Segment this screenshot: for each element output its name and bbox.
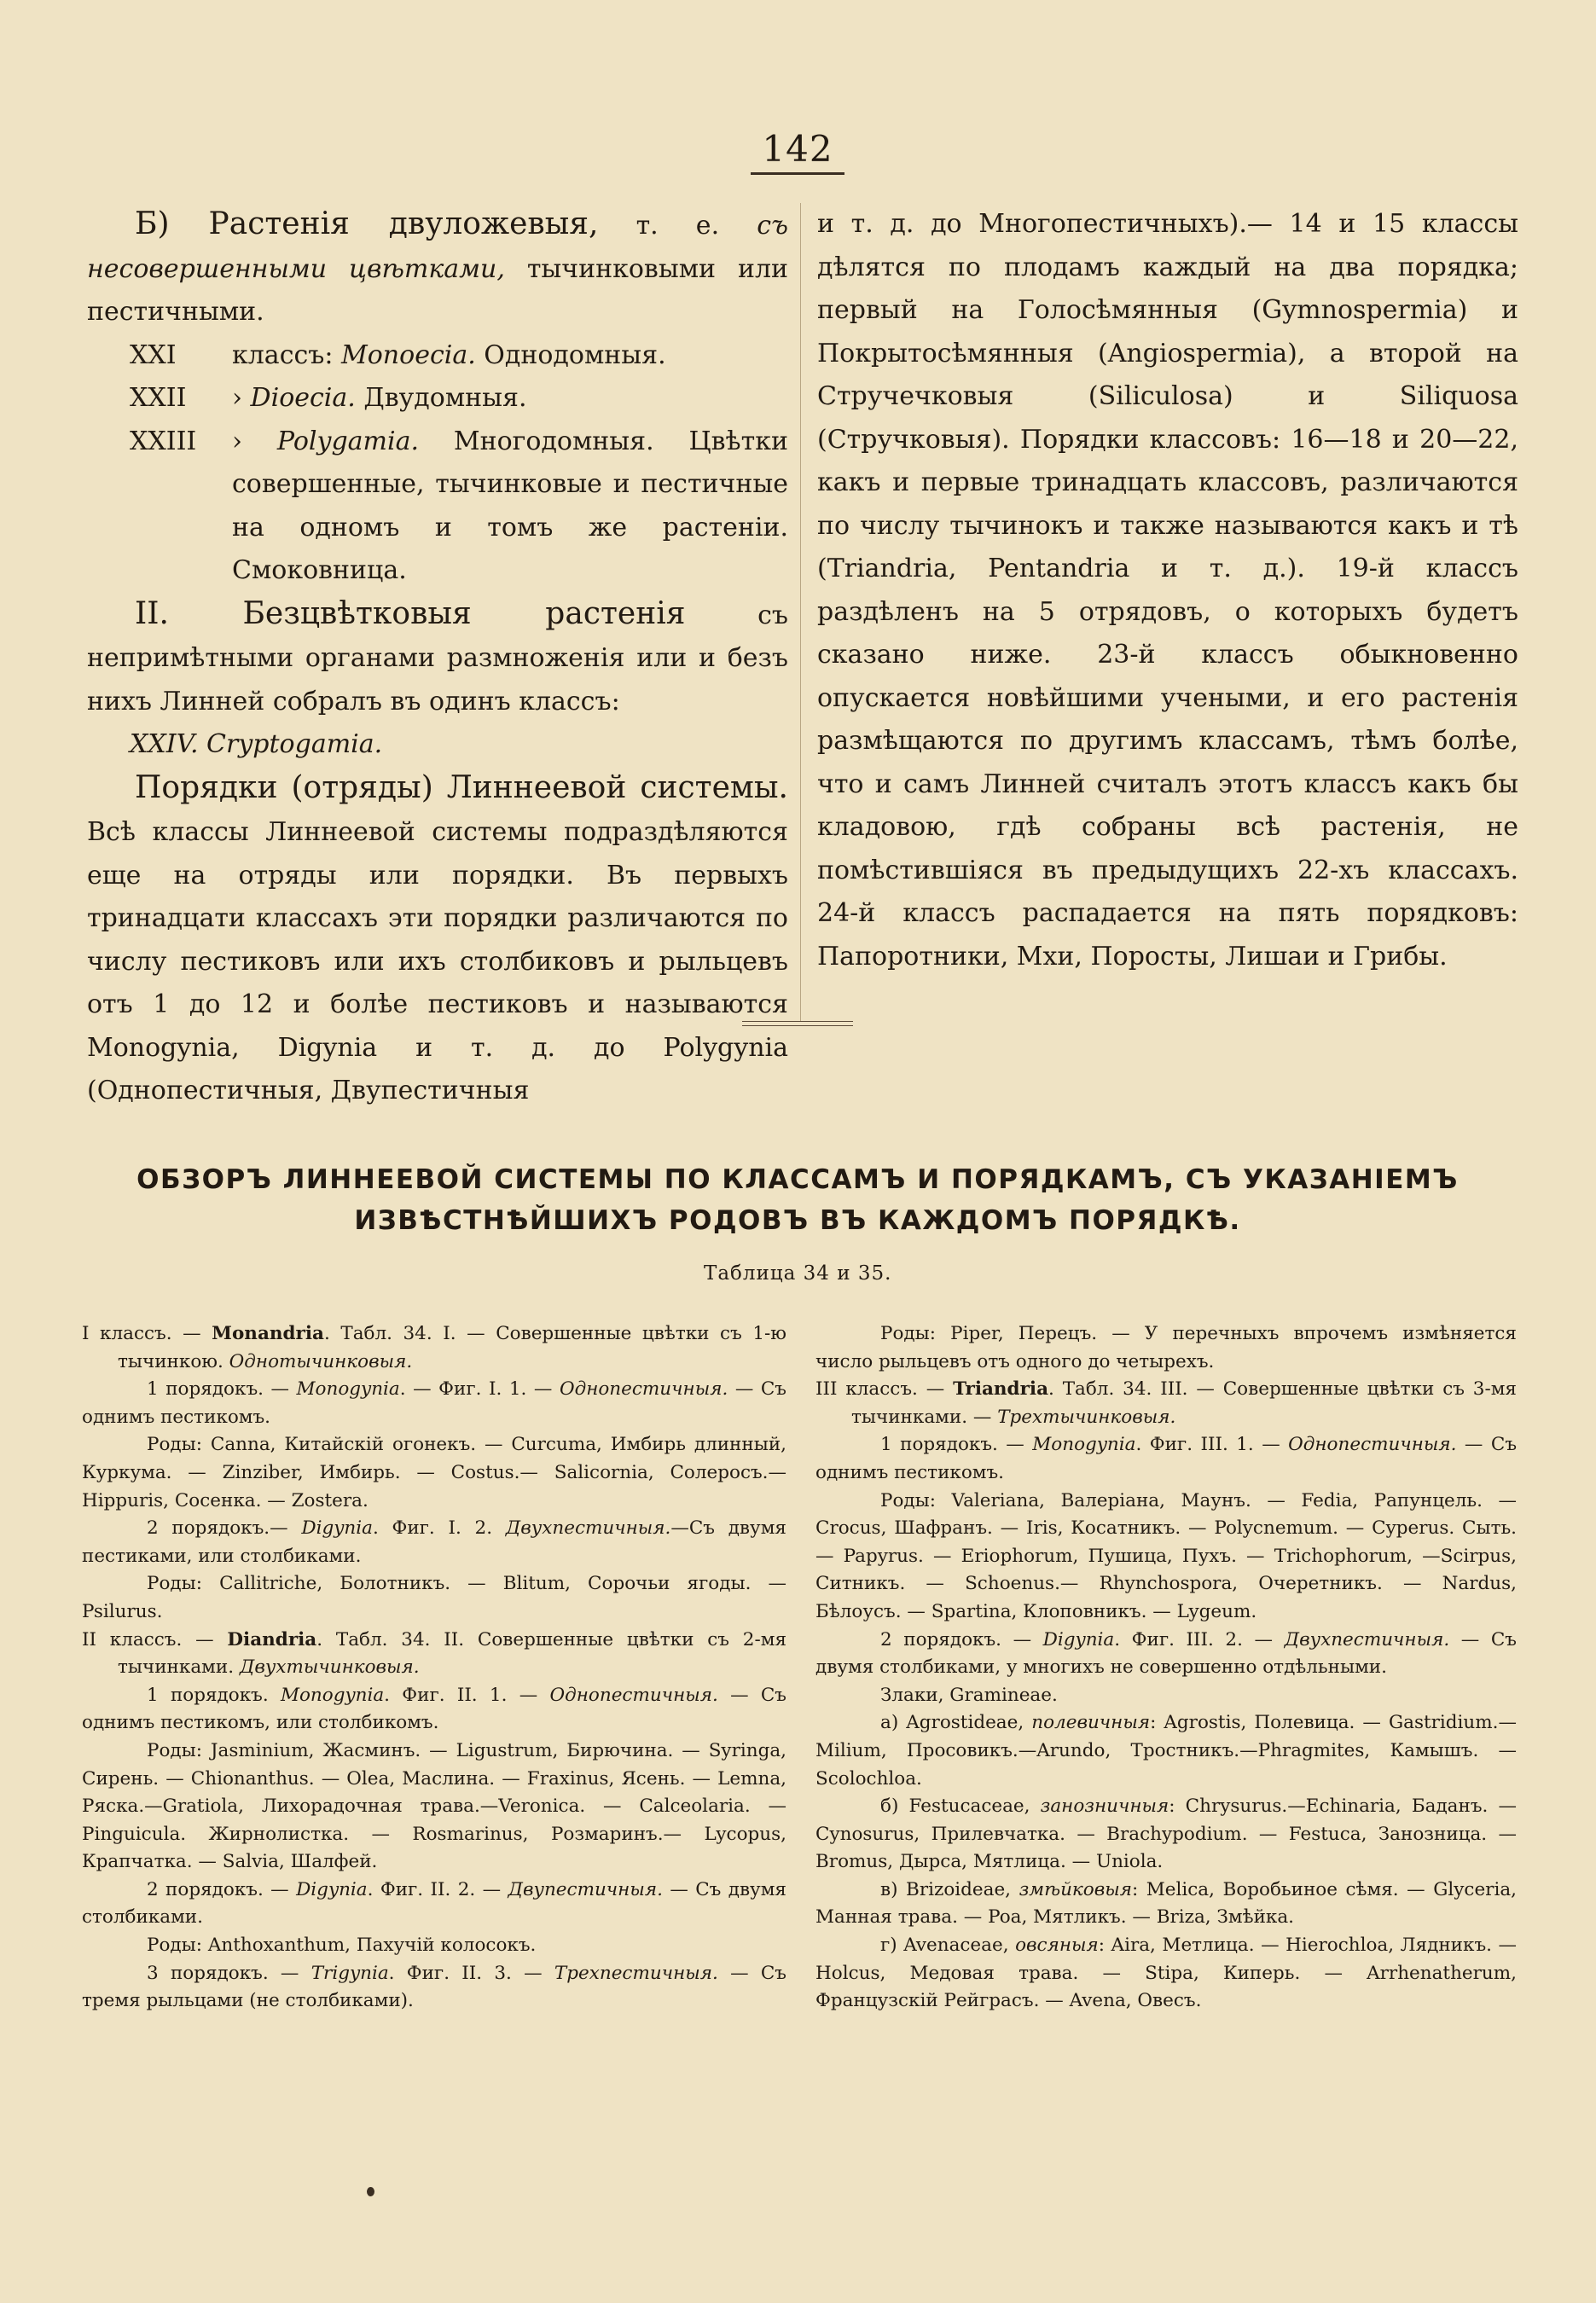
page-number-rule: [751, 172, 844, 175]
class-prefix: ›: [232, 426, 277, 456]
text-span: — Съ двумя столбиками, у многихъ не совершенно отдѣльными.: [815, 1628, 1517, 1679]
genera-entry: Роды: Piper, Перецъ. — У перечныхъ впрочемъ измѣняется число рыльцевъ отъ одного до четырехъ.: [815, 1323, 1517, 1372]
order-entry: [815, 1627, 1517, 1682]
italic-span: Трехпестичныя.: [554, 1962, 718, 1984]
paragraph-flowerless: [87, 593, 788, 724]
italic-span: Monogynia: [280, 1684, 385, 1706]
italic-span: змѣйковыя: [1019, 1878, 1132, 1900]
text-span: —Съ двумя пестиками, или столбиками.: [82, 1517, 786, 1567]
text-span: — Съ однимъ пестикомъ, или столбикомъ.: [82, 1684, 786, 1734]
italic-span: Двупестичныя.: [508, 1878, 663, 1900]
text-span: . Фиг. II. 3. —: [388, 1962, 554, 1984]
text-span: . Фиг. II. 1. —: [384, 1684, 550, 1706]
text-span: — Съ двумя столбиками.: [82, 1878, 786, 1929]
genera-entry: Роды: Anthoxanthum, Пахучій колосокъ.: [147, 1935, 537, 1957]
italic-span: Двухпестичныя.: [1284, 1628, 1450, 1650]
italic-span: Digynia: [1042, 1628, 1115, 1650]
order-entry: [82, 1682, 786, 1737]
genera-entry: Роды: Valeriana, Валеріана, Маунъ. — Fedia, Рапунцель. — Crocus, Шафранъ. — Iris, Косатникъ. — Polycnemum. — Cyperus. Сыть. — Papyrus. — Eriophorum, Пушица, Пухъ. — Trichophorum, —Scirpus, Ситникъ. — Schoenus.— Rhynchospora, Очеретникъ. — Nardus, Бѣлоусъ. — Spartina, Клоповникъ. — Lygeum.: [815, 1489, 1517, 1622]
text-span: . Табл. 34. III. — Совершенные цвѣтки съ 3-мя тычинками. —: [851, 1378, 1517, 1428]
order-entry: [82, 1877, 786, 1932]
text-span: 2 порядокъ. —: [147, 1878, 297, 1900]
class-xxiv: XXIV. Cryptogamia.: [130, 729, 383, 759]
text-span: тычинковыми или пестичными.: [87, 253, 788, 327]
text-span: I классъ. —: [82, 1323, 212, 1344]
class-number: XXII: [130, 383, 187, 413]
text-span: 1 порядокъ.: [147, 1684, 281, 1706]
class-iii-entry: [815, 1376, 1517, 1431]
genera-entry: Роды: Canna, Китайскій огонекъ. — Curcuma, Имбирь длинный, Куркума. — Zinziber, Имбирь. — Costus.— Salicornia, Солеросъ.— Hippuris, Сосенка. — Zostera.: [82, 1434, 786, 1511]
class-name: Triandria: [953, 1378, 1049, 1401]
italic-span: Двухтычинковыя.: [239, 1656, 420, 1679]
upper-right-column: [817, 203, 1518, 978]
text-span: 2 порядокъ. —: [880, 1628, 1043, 1650]
class-number: XXIII: [130, 426, 197, 456]
text-span: г) Avenaceae,: [880, 1935, 1016, 1957]
text-span: — Съ однимъ пестикомъ.: [82, 1378, 786, 1428]
text-span: а) Agrostideae,: [880, 1712, 1032, 1734]
grass-tribe-a: [815, 1709, 1517, 1793]
heading-orders: Порядки (отряды) Линнеевой системы.: [135, 769, 788, 805]
italic-span: овсяныя: [1015, 1935, 1099, 1957]
class-name: Dioecia.: [250, 383, 356, 413]
heading-flowerless: II. Безцвѣтковыя растенія: [135, 595, 686, 631]
text-span: : Chrysurus.—Echinaria, Баданъ. — Cynosurus, Прилевчатка. — Brachypodium. — Festuca, Занозница. — Bromus, Дырса, Мятлица. — Uniola.: [815, 1795, 1517, 1873]
text-span: II классъ. —: [82, 1628, 228, 1650]
text-span: . Табл. 34. I. — Совершенные цвѣтки съ 1-ю тычинкою.: [118, 1323, 786, 1372]
text-span: III классъ. —: [815, 1378, 954, 1401]
class-desc: Однодомныя.: [475, 339, 666, 370]
text-span: . Фиг. III. 2. —: [1114, 1628, 1285, 1650]
class-name: Diandria: [227, 1628, 317, 1650]
text-span: . Фиг. I. 2.: [372, 1517, 506, 1540]
lower-left-column: [82, 1320, 786, 2016]
class-prefix: ›: [232, 383, 251, 413]
grass-tribe-d: [815, 1932, 1517, 2016]
text-span: : Agrostis, Полевица. — Gastridium.—Milium, Просовикъ.—Arundo, Тростникъ.—Phragmites, Камышъ. — Scolochloa.: [815, 1712, 1517, 1790]
class-number: XXI: [130, 339, 177, 370]
italic-span: съ несовершенными цвѣтками,: [87, 211, 789, 284]
text-span: 1 порядокъ. —: [147, 1378, 297, 1401]
heading-dioecious: Б) Растенія двуложевыя,: [135, 206, 599, 241]
lower-right-column: [815, 1320, 1517, 2016]
order-entry: [82, 1515, 786, 1570]
class-xxi: [87, 334, 788, 378]
italic-span: Digynia: [301, 1517, 373, 1540]
italic-span: занозничныя: [1040, 1795, 1169, 1818]
section-title-line-2: ИЗВѢСТНѢЙШИХЪ РОДОВЪ ВЪ КАЖДОМЪ ПОРЯДКѢ.: [354, 1205, 1241, 1236]
text-span: — Съ однимъ пестикомъ.: [815, 1434, 1517, 1483]
order-entry: [815, 1431, 1517, 1487]
text-span: съ непримѣтными органами размноженія или и безъ нихъ Линней собралъ въ одинъ классъ:: [87, 600, 788, 716]
text-span: 1 порядокъ. —: [880, 1434, 1033, 1456]
text-span: . — Фиг. I. 1. —: [399, 1378, 560, 1401]
text-span: . Фиг. III. 1. —: [1135, 1434, 1289, 1456]
order-entry: [82, 1376, 786, 1431]
text-span: 3 порядокъ. —: [147, 1962, 311, 1984]
genera-entry: Роды: Callitriche, Болотникъ. — Blitum, Сорочьи ягоды. — Psilurus.: [82, 1573, 786, 1622]
text-span: — Съ тремя рыльцами (не столбиками).: [82, 1962, 786, 2012]
italic-span: полевичныя: [1031, 1712, 1151, 1734]
class-name: Monoecia.: [341, 339, 476, 370]
class-desc: Многодомныя. Цвѣтки совершенные, тычинковые и пестичные на одномъ и томъ же растеніи. Смоковница.: [232, 426, 788, 585]
class-xxii: [87, 377, 788, 421]
class-i-entry: [82, 1320, 786, 1376]
italic-span: Digynia: [296, 1878, 368, 1900]
ink-spot: [367, 2187, 374, 2196]
section-divider: [742, 1021, 853, 1026]
grass-tribe-c: [815, 1877, 1517, 1932]
text-span: т. е.: [598, 211, 757, 241]
grass-tribe-b: [815, 1793, 1517, 1877]
italic-span: Trigynia: [310, 1962, 389, 1984]
text-span: : Aira, Метлица. — Hierochloa, Лядникъ. — Holcus, Медовая трава. — Stipa, Киперь. — Arrhenatherum, Французскій Рейграсъ. — Avena, Овесъ.: [815, 1935, 1518, 2012]
italic-span: Monogynia: [296, 1378, 400, 1401]
class-name: Polygamia.: [276, 426, 420, 456]
section-title-line-1: ОБЗОРЪ ЛИННЕЕВОЙ СИСТЕМЫ ПО КЛАССАМЪ И ПОРЯДКАМЪ, СЪ УКАЗАНІЕМЪ: [136, 1164, 1459, 1195]
text-span: 2 порядокъ.—: [147, 1517, 302, 1540]
paragraph-orders: [87, 767, 788, 1113]
table-note: Таблица 34 и 35.: [704, 1262, 892, 1285]
order-entry: [82, 1960, 786, 2016]
class-prefix: классъ:: [232, 339, 342, 370]
italic-span: Однопестичныя.: [559, 1378, 728, 1401]
upper-left-column: [87, 203, 788, 1113]
italic-span: Трехтычинковыя.: [997, 1406, 1176, 1428]
class-xxiii: [87, 421, 788, 593]
paragraph-orders-continued: и т. д. до Многопестичныхъ).— 14 и 15 классы дѣлятся по плодамъ каждый на два порядка; первый на Голосѣмянныя (Gymnospermia) и Покрытосѣмянныя (Angiospermia), а второй на Стручечковыя (Siliculosa) и Siliquosa (Стручковыя). Порядки классовъ: 16—18 и 20—22, какъ и первые тринадцать классовъ, различаются по числу тычинокъ и также называются какъ и тѣ (Triandria, Pentandria и т. д.). 19-й классъ раздѣленъ на 5 отрядовъ, о которыхъ будетъ сказано ниже. 23-й классъ обыкновенно опускается новѣйшими учеными, и его растенія размѣщаются по другимъ классамъ, тѣмъ болѣе, что и самъ Линней считалъ этотъ классъ какъ бы кладовою, гдѣ собраны всѣ растенія, не помѣстившіяся въ предыдущихъ 22-хъ классахъ. 24-й классъ распадается на пять порядковъ: Папоротники, Мхи, Поросты, Лишаи и Грибы.: [817, 209, 1518, 972]
page-number: 142: [762, 128, 833, 170]
text-span: Всѣ классы Линнеевой системы подраздѣляются еще на отряды или порядки. Въ первыхъ тринадцати классахъ эти порядки различаются по числу пестиковъ или ихъ столбиковъ и рыльцевъ отъ 1 до 12 и болѣе пестиковъ и называются Monogynia, Digynia и т. д. до Polygynia (Однопестичныя, Двупестичныя: [87, 817, 788, 1105]
italic-span: Однопестичныя.: [549, 1684, 718, 1706]
text-span: в) Brizoideae,: [880, 1878, 1019, 1900]
italic-span: Однопестичныя.: [1288, 1434, 1457, 1456]
text-span: . Фиг. II. 2. —: [367, 1878, 508, 1900]
paragraph-dioecious: [87, 203, 788, 334]
class-ii-entry: [82, 1627, 786, 1682]
text-span: б) Festucaceae,: [880, 1795, 1041, 1818]
italic-span: Однотычинковыя.: [229, 1350, 413, 1372]
text-span: : Melica, Воробьиное сѣмя. — Glyceria, Манная трава. — Poa, Мятликъ. — Briza, Змѣйка.: [815, 1878, 1517, 1929]
italic-span: Двухпестичныя.: [505, 1517, 671, 1540]
column-divider: [800, 203, 801, 1022]
grasses-heading: Злаки, Gramineae.: [880, 1684, 1058, 1706]
class-name: Monandria: [212, 1323, 324, 1344]
class-desc: Двудомныя.: [355, 383, 527, 413]
italic-span: Monogynia: [1032, 1434, 1136, 1456]
text-span: . Табл. 34. II. Совершенные цвѣтки съ 2-мя тычинками.: [118, 1628, 787, 1679]
genera-entry: Роды: Jasminium, Жасминъ. — Ligustrum, Бирючина. — Syringa, Сирень. — Chionanthus. — Olea, Маслина. — Fraxinus, Ясень. — Lemna, Ряска.—Gratiola, Лихорадочная трава.—Veronica. — Calceolaria. — Pinguicula. Жирнолистка. — Rosmarinus, Розмаринъ.— Lycopus, Крапчатка. — Salvia, Шалфей.: [82, 1739, 786, 1873]
